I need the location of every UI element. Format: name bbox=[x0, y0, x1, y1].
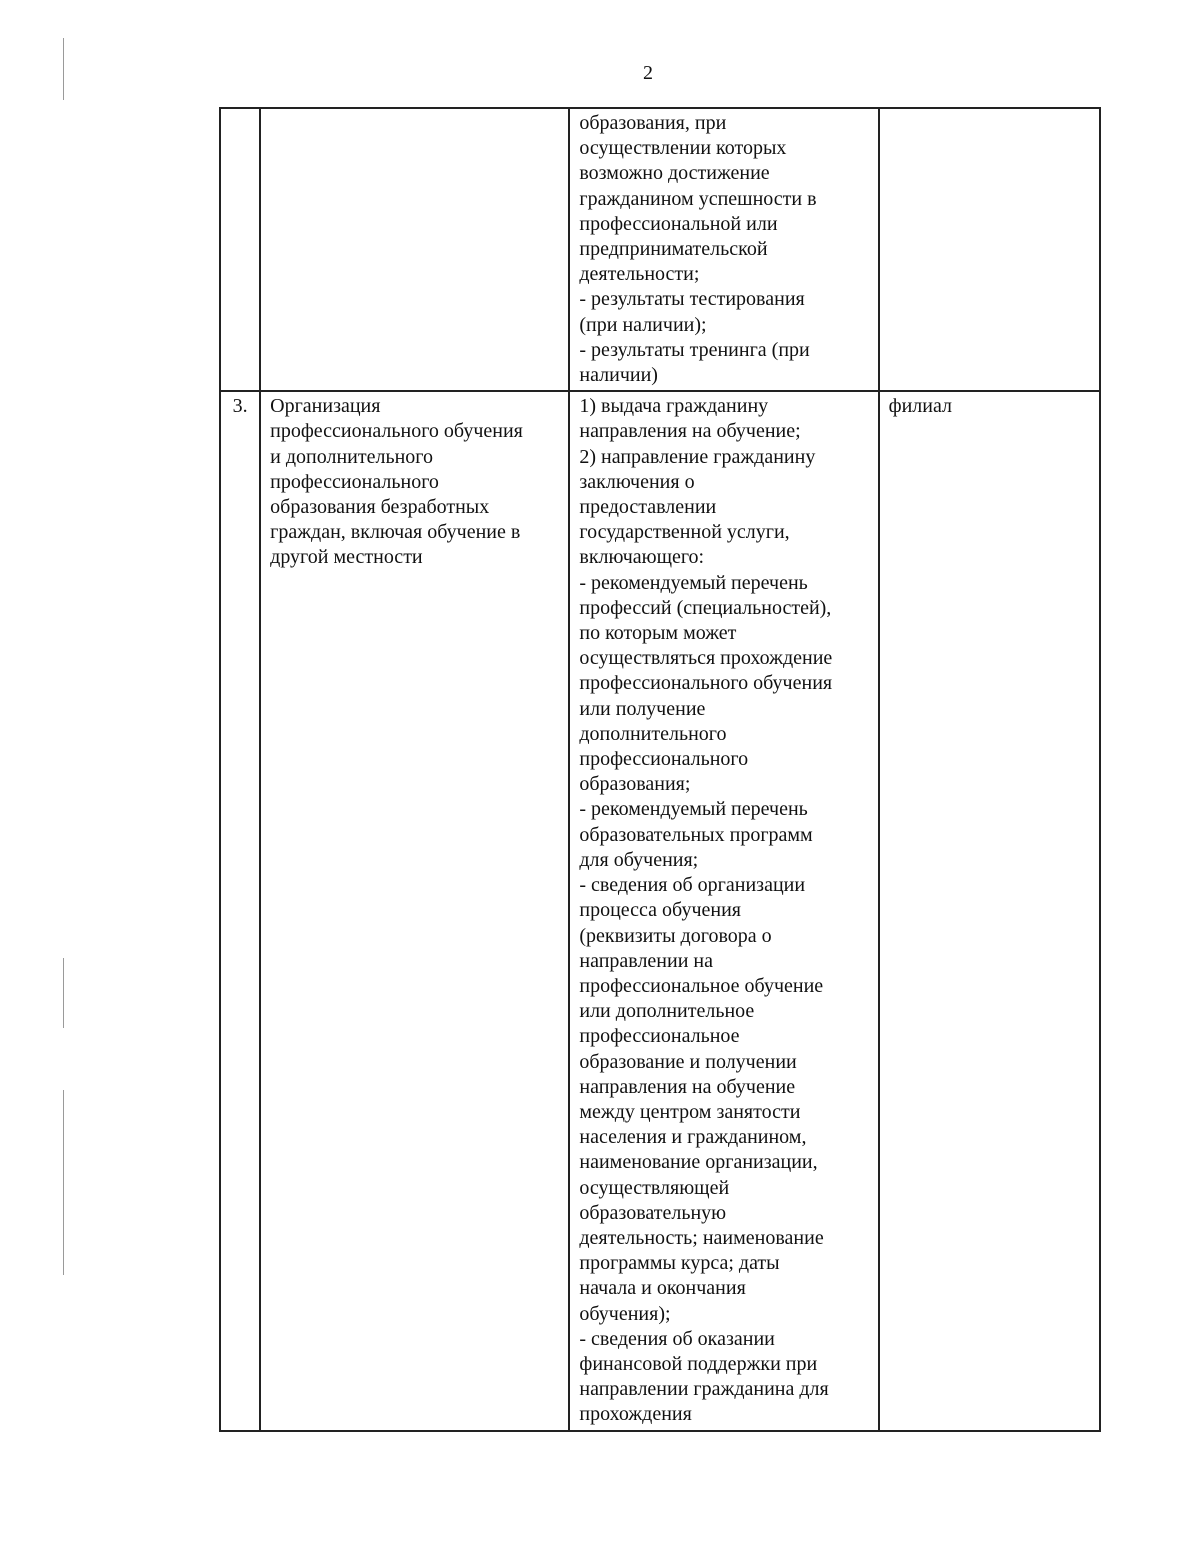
table-row bbox=[220, 391, 1100, 1430]
cell-text-line: профессионального обучения bbox=[270, 420, 523, 443]
cell-text-line: для обучения; bbox=[579, 848, 699, 871]
cell-text-line: включающего: bbox=[579, 546, 705, 569]
cell-text-line: между центром занятости bbox=[579, 1100, 801, 1123]
executor-cell: филиал bbox=[879, 391, 1100, 1430]
cell-text-line: образовательных программ bbox=[579, 823, 813, 846]
cell-text-line: - сведения об организации bbox=[579, 874, 806, 897]
cell-text-line: деятельность; наименование bbox=[579, 1226, 824, 1249]
result-cell bbox=[569, 108, 878, 391]
cell-text-line: гражданином успешности в bbox=[579, 187, 817, 210]
cell-text-line: деятельности; bbox=[579, 263, 700, 286]
scan-edge-mark bbox=[63, 38, 64, 100]
cell-text-line: направления на обучение bbox=[579, 1075, 796, 1098]
cell-text-line: профессионального обучения bbox=[579, 672, 833, 695]
cell-text-line: профессиональной или bbox=[579, 212, 778, 235]
cell-text-line: возможно достижение bbox=[579, 162, 770, 185]
cell-text-line: предоставлении bbox=[579, 496, 717, 519]
cell-text-line: профессиональное bbox=[579, 1025, 740, 1048]
cell-text-line: профессионального bbox=[579, 748, 749, 771]
cell-text-line: - результаты тренинга (при bbox=[579, 338, 810, 361]
cell-text-line: и дополнительного bbox=[270, 445, 433, 468]
cell-text-line: образование и получении bbox=[579, 1050, 797, 1073]
cell-text-line: направления на обучение; bbox=[579, 420, 801, 443]
cell-text-line: или получение bbox=[579, 697, 706, 720]
cell-text-line: наличии) bbox=[579, 364, 658, 387]
cell-text-line: населения и гражданином, bbox=[579, 1126, 807, 1149]
cell-text-line: профессий (специальностей), bbox=[579, 596, 832, 619]
row-number-cell: 3. bbox=[220, 391, 260, 1430]
cell-text-line: (при наличии); bbox=[579, 313, 707, 336]
cell-text-line: 1) выдача гражданину bbox=[579, 395, 769, 418]
cell-text-line: по которым может bbox=[579, 622, 737, 645]
cell-text-line: образовательную bbox=[579, 1201, 727, 1224]
cell-text-line: профессиональное обучение bbox=[579, 974, 824, 997]
cell-text-line: финансовой поддержки при bbox=[579, 1352, 818, 1375]
result-cell bbox=[569, 391, 878, 1430]
cell-text-line: - результаты тестирования bbox=[579, 288, 805, 311]
service-name-cell bbox=[260, 108, 569, 391]
cell-text-line: дополнительного bbox=[579, 722, 727, 745]
cell-text-line: 2) направление гражданину bbox=[579, 445, 816, 468]
cell-text-line: наименование организации, bbox=[579, 1151, 818, 1174]
cell-text-line: программы курса; даты bbox=[579, 1252, 780, 1275]
cell-text-line: предпринимательской bbox=[579, 238, 768, 261]
cell-text-line: - рекомендуемый перечень bbox=[579, 798, 808, 821]
cell-text-line: осуществляющей bbox=[579, 1176, 730, 1199]
cell-text-line: направлении гражданина для bbox=[579, 1378, 829, 1401]
row-number-cell bbox=[220, 108, 260, 391]
cell-text-line: начала и окончания bbox=[579, 1277, 746, 1300]
cell-text-line: - сведения об оказании bbox=[579, 1327, 775, 1350]
cell-text-line: - рекомендуемый перечень bbox=[579, 571, 808, 594]
cell-text-line: обучения); bbox=[579, 1302, 671, 1325]
cell-text-line: направлении на bbox=[579, 949, 713, 972]
cell-text-line: прохождения bbox=[579, 1403, 692, 1426]
cell-text-line: процесса обучения bbox=[579, 899, 741, 922]
cell-text-line: другой местности bbox=[270, 546, 423, 569]
cell-text-line: заключения о bbox=[579, 470, 695, 493]
cell-text-line: граждан, включая обучение в bbox=[270, 521, 521, 544]
cell-text-line: образования безработных bbox=[270, 496, 490, 519]
cell-text-line: образования; bbox=[579, 773, 691, 796]
scan-edge-mark bbox=[63, 1090, 64, 1275]
services-table bbox=[219, 107, 1101, 1432]
cell-text-line: или дополнительное bbox=[579, 1000, 755, 1023]
cell-text-line: осуществлении которых bbox=[579, 137, 787, 160]
cell-text-line: (реквизиты договора о bbox=[579, 924, 772, 947]
cell-text-line: Организация bbox=[270, 395, 381, 418]
cell-text-line: профессионального bbox=[270, 470, 439, 493]
page-number: 2 bbox=[643, 62, 653, 84]
service-name-cell bbox=[260, 391, 569, 1430]
cell-text-line: государственной услуги, bbox=[579, 521, 790, 544]
cell-text-line: образования, при bbox=[579, 112, 727, 134]
table-row bbox=[220, 108, 1100, 391]
cell-text-line: осуществляться прохождение bbox=[579, 647, 833, 670]
executor-cell bbox=[879, 108, 1100, 391]
scan-edge-mark bbox=[63, 958, 64, 1028]
